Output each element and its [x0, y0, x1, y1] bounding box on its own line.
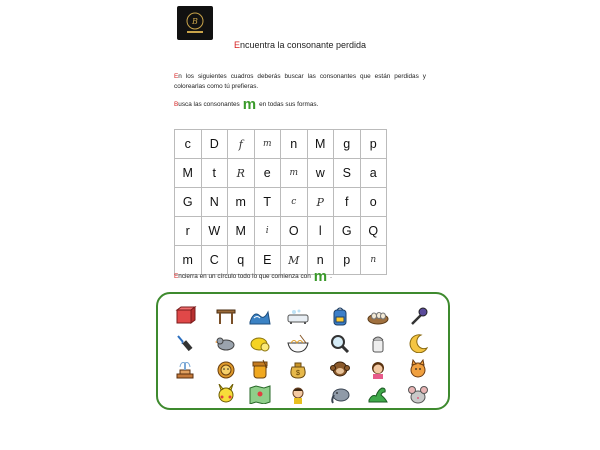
grid-row: [175, 130, 387, 159]
grid-row: [175, 246, 387, 275]
grid-cell[interactable]: c: [175, 130, 202, 159]
grid-cell[interactable]: m: [228, 188, 255, 217]
intro-initial: E: [174, 73, 179, 80]
grid-cell[interactable]: m: [175, 246, 202, 275]
noodles-icon[interactable]: [286, 333, 310, 353]
grid-cell[interactable]: T: [254, 188, 281, 217]
nest-icon[interactable]: [366, 306, 390, 326]
cat-icon[interactable]: [406, 359, 430, 379]
svg-text:$: $: [296, 370, 300, 377]
grid-cell[interactable]: p: [334, 246, 361, 275]
honey-jar-icon[interactable]: [248, 359, 272, 379]
grid-cell[interactable]: R: [228, 159, 255, 188]
grid-cell[interactable]: Q: [360, 217, 387, 246]
grid-row: [175, 159, 387, 188]
search-tail: en todas sus formas.: [259, 101, 319, 109]
moon-icon[interactable]: [406, 333, 430, 353]
money-bag-icon[interactable]: [286, 359, 310, 379]
grid-row: [175, 217, 387, 246]
intro-paragraph: [174, 72, 426, 91]
grid-cell[interactable]: m: [254, 130, 281, 159]
grid-cell[interactable]: P: [307, 188, 334, 217]
wave-icon[interactable]: [248, 306, 272, 326]
grid-cell[interactable]: G: [175, 188, 202, 217]
grid-cell[interactable]: l: [307, 217, 334, 246]
grid-cell[interactable]: w: [307, 159, 334, 188]
grid-cell[interactable]: n: [360, 246, 387, 275]
search-initial: B: [174, 101, 179, 109]
grid-cell[interactable]: e: [254, 159, 281, 188]
grid-cell[interactable]: m: [281, 159, 308, 188]
letter-grid: [174, 129, 387, 275]
grid-cell[interactable]: t: [201, 159, 228, 188]
title-initial: E: [233, 40, 240, 50]
grid-cell[interactable]: G: [334, 217, 361, 246]
grid-cell[interactable]: c: [281, 188, 308, 217]
magnifier-icon[interactable]: [328, 333, 352, 353]
mouse-icon[interactable]: [406, 384, 430, 404]
grid-cell[interactable]: M: [228, 217, 255, 246]
grid-cell[interactable]: S: [334, 159, 361, 188]
search-text: usca las consonantes: [178, 101, 240, 109]
grid-cell[interactable]: C: [201, 246, 228, 275]
grid-cell[interactable]: p: [360, 130, 387, 159]
circle-initial: E: [174, 273, 179, 281]
pen-icon[interactable]: [173, 333, 197, 353]
grid-row: [175, 188, 387, 217]
grid-cell[interactable]: M: [175, 159, 202, 188]
grid-cell[interactable]: q: [228, 246, 255, 275]
salt-shaker-icon[interactable]: [366, 333, 390, 353]
boy-icon[interactable]: [286, 384, 310, 404]
grid-cell[interactable]: n: [307, 246, 334, 275]
grid-cell[interactable]: r: [175, 217, 202, 246]
map-icon[interactable]: [248, 384, 272, 404]
grid-cell[interactable]: g: [334, 130, 361, 159]
grid-cell[interactable]: f: [228, 130, 255, 159]
grid-cell[interactable]: D: [201, 130, 228, 159]
grid-cell[interactable]: W: [201, 217, 228, 246]
bathtub-icon[interactable]: [286, 306, 310, 326]
dinosaur-icon[interactable]: [366, 384, 390, 404]
search-letter: m: [242, 96, 257, 113]
intro-text: n los siguientes cuadros deberás buscar las consonantes que están perdidas y colorearlas como tú prefieras.: [174, 73, 426, 90]
lion-icon[interactable]: [214, 359, 238, 379]
fountain-icon[interactable]: [173, 359, 197, 379]
logo: [177, 6, 213, 40]
grid-cell[interactable]: f: [334, 188, 361, 217]
cube-icon[interactable]: [173, 306, 197, 326]
monkey-icon[interactable]: [328, 359, 352, 379]
grid-cell[interactable]: M: [281, 246, 308, 275]
grid-cell[interactable]: n: [281, 130, 308, 159]
microphone-icon[interactable]: [406, 306, 430, 326]
pikachu-icon[interactable]: [214, 384, 238, 404]
title-text: ncuentra la consonante perdida: [239, 40, 367, 50]
grid-cell[interactable]: E: [254, 246, 281, 275]
circle-text: ncierra en un círculo todo lo que comienza con: [178, 273, 311, 281]
table-icon[interactable]: [214, 306, 238, 326]
page-title: [0, 40, 600, 50]
circle-tail: .: [330, 273, 332, 281]
circle-letter: m: [313, 268, 328, 285]
grid-cell[interactable]: M: [307, 130, 334, 159]
picture-panel: [156, 292, 450, 410]
search-instruction: [174, 96, 426, 113]
grid-cell[interactable]: i: [254, 217, 281, 246]
girl-icon[interactable]: [366, 359, 390, 379]
elephant-icon[interactable]: [328, 384, 352, 404]
lemon-icon[interactable]: [248, 333, 272, 353]
grid-cell[interactable]: a: [360, 159, 387, 188]
pigeon-icon[interactable]: [214, 333, 238, 353]
grid-cell[interactable]: o: [360, 188, 387, 217]
backpack-icon[interactable]: [328, 306, 352, 326]
svg-text:B: B: [192, 17, 198, 26]
circle-instruction: [174, 268, 426, 285]
grid-cell[interactable]: N: [201, 188, 228, 217]
grid-cell[interactable]: O: [281, 217, 308, 246]
